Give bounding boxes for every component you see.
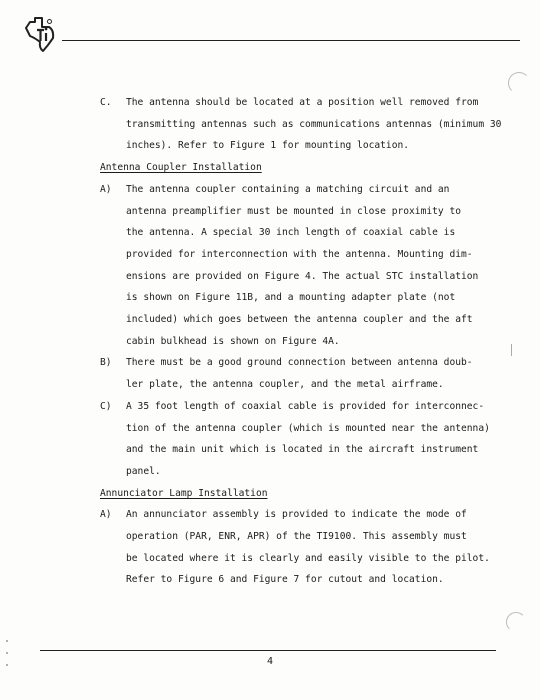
- section: [100, 92, 510, 157]
- margin-dot: [6, 652, 8, 654]
- text-line: The antenna coupler containing a matching circuit and an: [126, 183, 450, 195]
- text-line: included) which goes between the antenna coupler and the aft: [126, 314, 473, 326]
- text-line: ler plate, the antenna coupler, and the metal airframe.: [126, 379, 444, 391]
- item-text: [126, 504, 510, 591]
- item-marker: C): [100, 400, 112, 412]
- item-marker: A): [100, 509, 112, 521]
- text-line: tion of the antenna coupler (which is mounted near the antenna): [126, 422, 490, 434]
- text-line: provided for interconnection with the antenna. Mounting dim-: [126, 248, 473, 260]
- section-heading: Antenna Coupler Installation: [100, 162, 262, 174]
- section: [100, 157, 510, 483]
- item-text: [126, 92, 510, 157]
- text-line: An annunciator assembly is provided to indicate the mode of: [126, 509, 467, 521]
- section: [100, 483, 510, 592]
- footer-rule: [40, 650, 496, 651]
- item-text: [126, 179, 510, 353]
- text-line: panel.: [126, 465, 161, 477]
- item-marker: B): [100, 357, 112, 369]
- header-rule: [62, 40, 520, 41]
- list-item: [100, 504, 510, 591]
- list-item: [100, 396, 510, 483]
- text-line: and the main unit which is located in the aircraft instrument: [126, 444, 479, 456]
- page-number: 4: [266, 656, 274, 667]
- punch-hole: [506, 612, 526, 632]
- text-line: operation (PAR, ENR, APR) of the TI9100. This assembly must: [126, 531, 467, 543]
- item-text: [126, 396, 510, 483]
- text-line: is shown on Figure 11B, and a mounting adapter plate (not: [126, 292, 456, 304]
- margin-dot: [6, 640, 8, 642]
- text-line: the antenna. A special 30 inch length of coaxial cable is: [126, 227, 456, 239]
- item-marker: A): [100, 183, 112, 195]
- text-line: ensions are provided on Figure 4. The actual STC installation: [126, 270, 479, 282]
- list-item: [100, 352, 510, 395]
- section-heading: Annunciator Lamp Installation: [100, 487, 268, 499]
- text-line: Refer to Figure 6 and Figure 7 for cutout and location.: [126, 574, 444, 586]
- texas-instruments-logo-icon: [22, 14, 62, 54]
- text-line: inches). Refer to Figure 1 for mounting location.: [126, 140, 410, 152]
- text-line: be located where it is clearly and easily visible to the pilot.: [126, 552, 490, 564]
- text-line: cabin bulkhead is shown on Figure 4A.: [126, 335, 340, 347]
- text-line: transmitting antennas such as communications antennas (minimum 30: [126, 118, 502, 130]
- text-line: antenna preamplifier must be mounted in close proximity to: [126, 205, 462, 217]
- list-item: [100, 92, 510, 157]
- item-marker: C.: [100, 97, 112, 108]
- text-line: The antenna should be located at a position well removed from: [126, 97, 479, 108]
- list-item: [100, 179, 510, 353]
- margin-mark: [511, 344, 512, 356]
- text-line: There must be a good ground connection between antenna doub-: [126, 357, 473, 369]
- item-text: [126, 352, 510, 395]
- punch-hole: [508, 72, 530, 94]
- text-line: A 35 foot length of coaxial cable is provided for interconnec-: [126, 400, 485, 412]
- document-body: [100, 92, 510, 591]
